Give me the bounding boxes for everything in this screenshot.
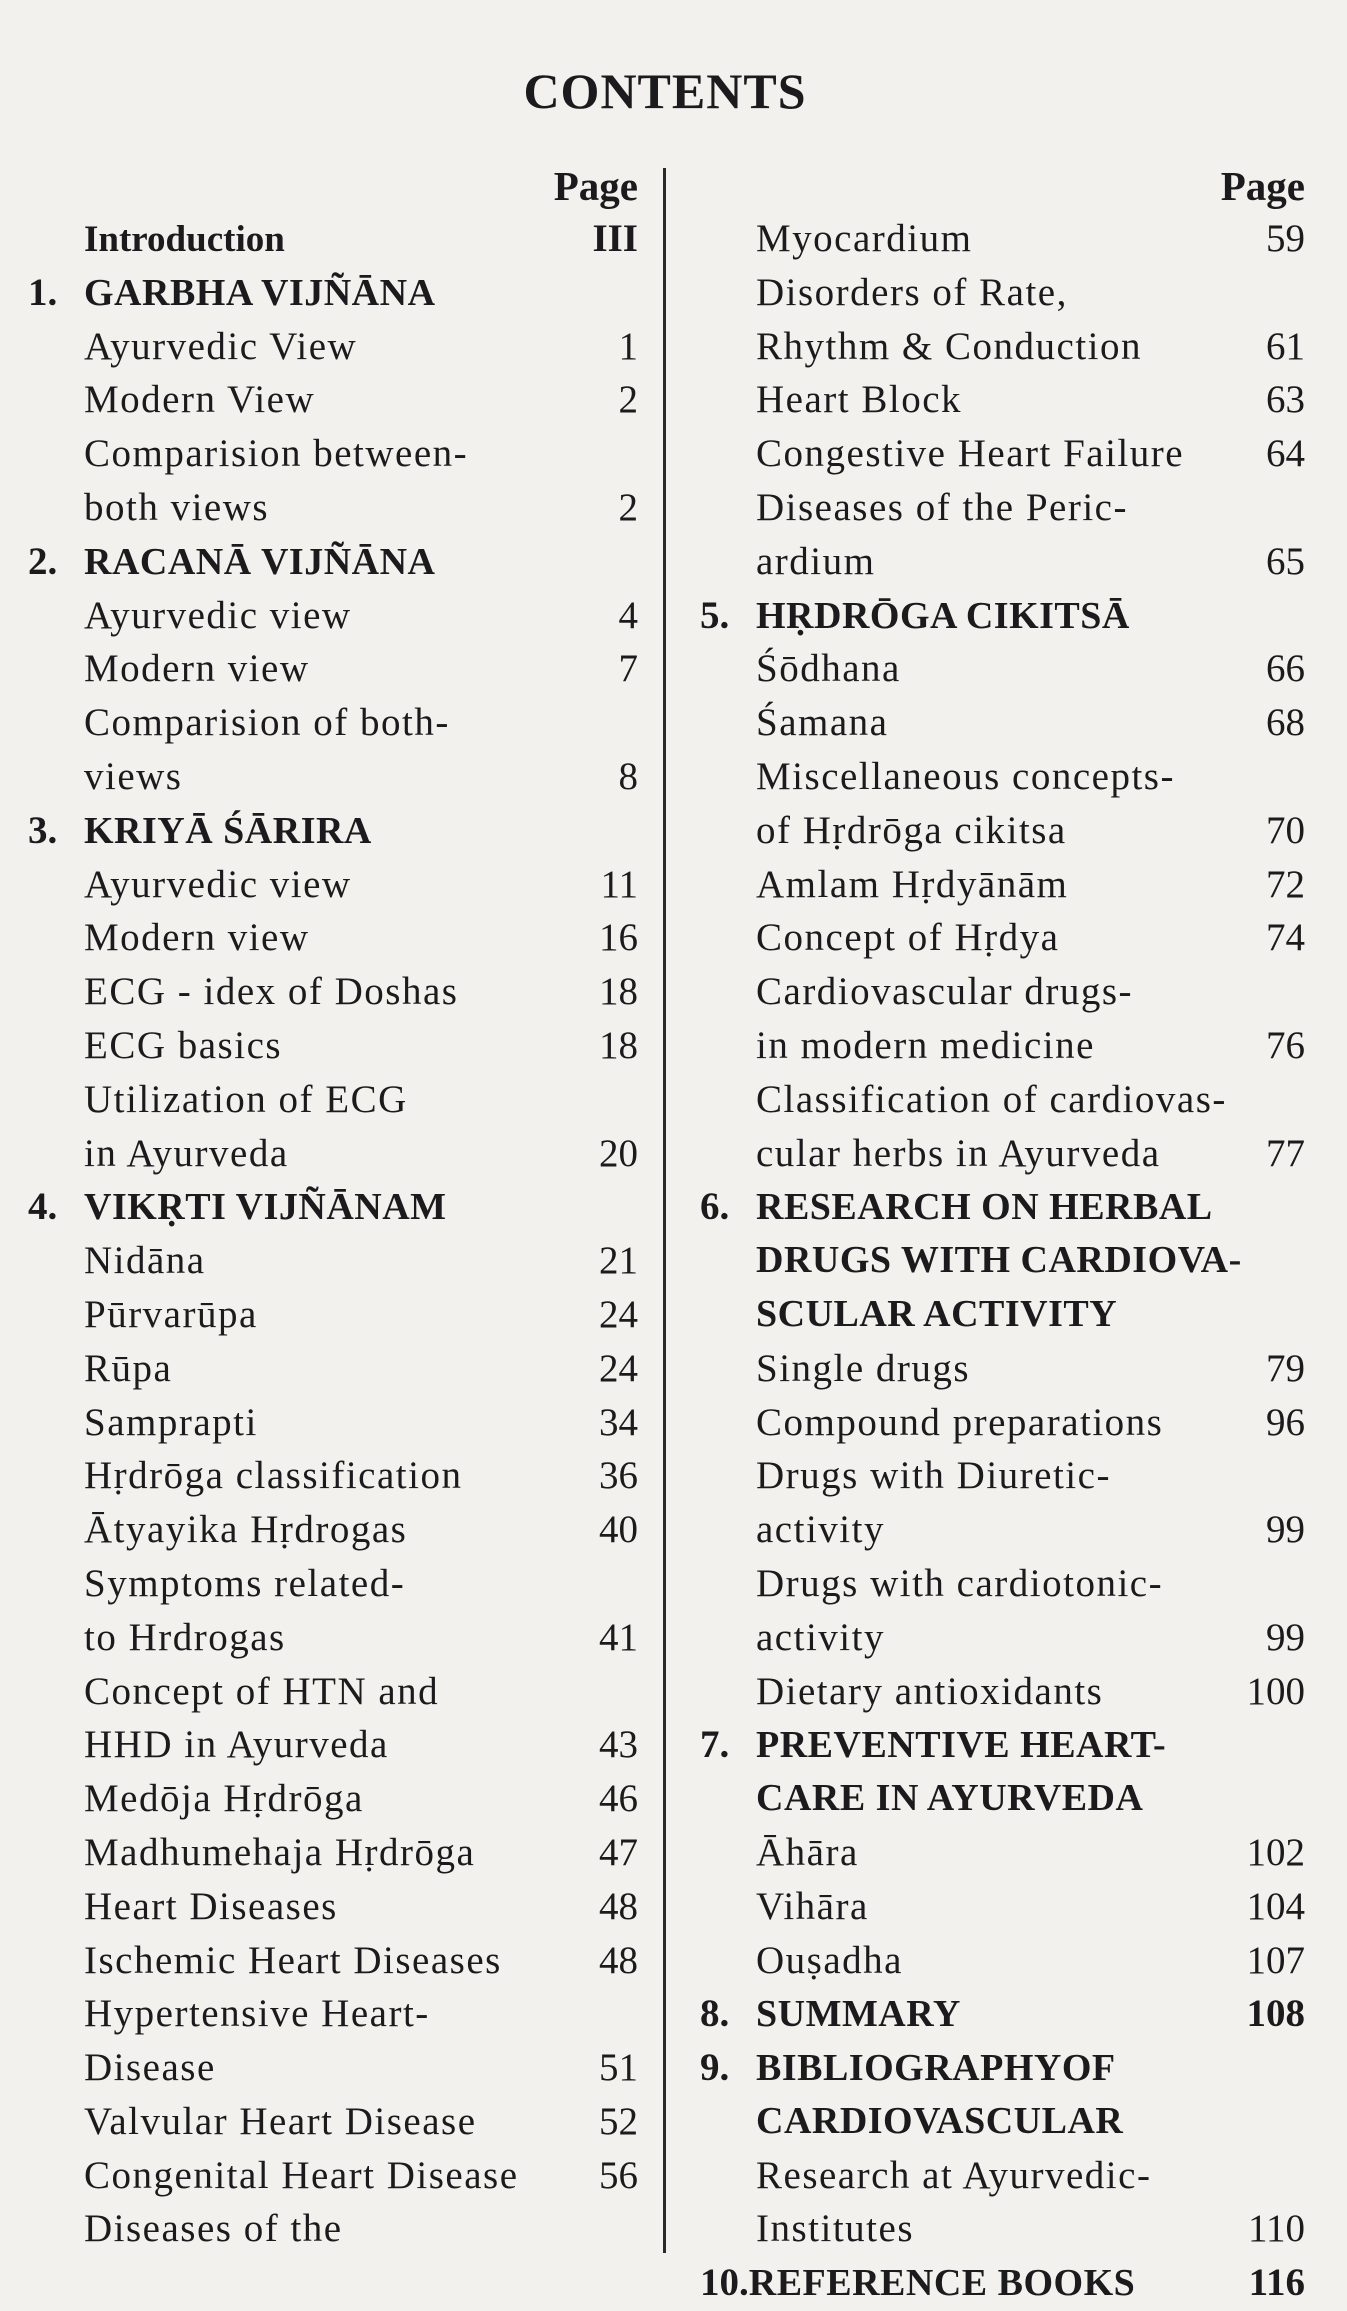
toc-entry-title: Comparision of both- — [84, 701, 450, 745]
toc-entry-page: 48 — [599, 1884, 638, 1928]
toc-entry-title: Diseases of the — [84, 2207, 343, 2251]
toc-entry-title: RESEARCH ON HERBAL — [756, 1186, 1213, 1229]
toc-entry — [28, 1718, 638, 1772]
toc-entry-title: DRUGS WITH CARDIOVA- — [756, 1239, 1242, 1282]
toc-entry-title: ardium — [756, 539, 876, 583]
toc-entry — [700, 266, 1305, 320]
toc-entry — [28, 1772, 638, 1826]
toc-entry-page: 110 — [1247, 2207, 1305, 2251]
toc-entry — [700, 696, 1305, 750]
toc-entry-page: 34 — [599, 1400, 638, 1444]
toc-entry — [700, 1234, 1305, 1288]
toc-entry-page: 7 — [618, 647, 638, 691]
toc-entry-page: 11 — [600, 862, 638, 906]
toc-entry-title: Research at Ayurvedic- — [756, 2153, 1152, 2197]
toc-entry-title: activity — [756, 1508, 885, 1552]
toc-entry-title: Concept of Hṛdya — [756, 916, 1060, 960]
toc-entry-title: Amlam Hṛdyānām — [756, 862, 1069, 906]
toc-entry — [28, 642, 638, 696]
toc-entry — [28, 2095, 638, 2149]
toc-entry-title: KRIYĀ ŚĀRIRA — [84, 809, 372, 852]
toc-entry-page: 36 — [599, 1454, 638, 1498]
toc-entry-title: Śōdhana — [756, 647, 901, 691]
toc-entry — [28, 696, 638, 750]
toc-entry — [28, 965, 638, 1019]
toc-entry-page: 76 — [1266, 1023, 1305, 1067]
toc-entry-title: REFERENCE BOOKS — [748, 2262, 1136, 2305]
toc-entry-page: 18 — [599, 1023, 638, 1067]
toc-entry-number: 10. — [700, 2261, 749, 2305]
toc-entry — [700, 965, 1305, 1019]
toc-entry — [700, 1449, 1305, 1503]
toc-entry — [28, 373, 638, 427]
toc-entry — [700, 1772, 1305, 1826]
toc-entry-title: Compound preparations — [756, 1400, 1164, 1444]
toc-entry-page: 99 — [1266, 1615, 1305, 1659]
toc-entry-page: 74 — [1266, 916, 1305, 960]
toc-entry — [28, 2149, 638, 2203]
toc-entry-page: 70 — [1266, 808, 1305, 852]
column-divider — [663, 168, 666, 2253]
toc-entry-page: 61 — [1266, 324, 1305, 368]
toc-entry — [700, 589, 1305, 643]
toc-entry-title: Concept of HTN and — [84, 1669, 440, 1713]
toc-entry-title: Drugs with Diuretic- — [756, 1454, 1111, 1498]
toc-entry-title: Cardiovascular drugs- — [756, 970, 1133, 1014]
toc-entry-title: Madhumehaja Hṛdrōga — [84, 1830, 476, 1874]
toc-entry — [28, 1127, 638, 1181]
toc-entry-page: 63 — [1266, 378, 1305, 422]
toc-entry-page: 21 — [599, 1239, 638, 1283]
toc-entry-page: 8 — [618, 754, 638, 798]
toc-entry-page: 100 — [1246, 1669, 1305, 1713]
toc-entry — [700, 1826, 1305, 1880]
toc-entry-title: in modern medicine — [756, 1023, 1095, 1067]
toc-entry-title: Diseases of the Peric- — [756, 485, 1128, 529]
toc-entry-page: 16 — [599, 916, 638, 960]
toc-entry — [700, 481, 1305, 535]
toc-entry-title: Ātyayika Hṛdrogas — [84, 1508, 408, 1552]
toc-entry-number: 9. — [700, 2046, 730, 2090]
toc-entry — [28, 589, 638, 643]
toc-entry — [28, 804, 638, 858]
toc-entry-title: views — [84, 754, 183, 798]
toc-entry — [28, 1934, 638, 1988]
toc-entry-title: VIKṚTI VIJÑĀNAM — [84, 1186, 447, 1229]
toc-entry — [700, 1880, 1305, 1934]
toc-entry — [28, 1557, 638, 1611]
toc-entry-title: of Hṛdrōga cikitsa — [756, 808, 1067, 852]
toc-entry-title: Ayurvedic View — [84, 324, 358, 368]
toc-entry — [28, 212, 638, 266]
toc-entry-title: Institutes — [756, 2207, 914, 2251]
toc-entry-title: SUMMARY — [756, 1993, 961, 2036]
toc-entry-page: 48 — [599, 1938, 638, 1982]
toc-entry-page: 18 — [599, 970, 638, 1014]
toc-entry-title: Utilization of ECG — [84, 1077, 408, 1121]
toc-entry-title: Ischemic Heart Diseases — [84, 1938, 502, 1982]
toc-entry-page: 65 — [1266, 539, 1305, 583]
toc-entry-number: 4. — [28, 1185, 58, 1229]
toc-entry-title: Nidāna — [84, 1239, 206, 1283]
toc-entry-number: 6. — [700, 1185, 730, 1229]
toc-entry-number: 2. — [28, 539, 58, 583]
toc-entry — [700, 2202, 1305, 2256]
toc-entry-page: 2 — [618, 378, 638, 422]
toc-entry-page: III — [592, 217, 638, 260]
toc-left-list — [28, 212, 638, 2256]
toc-entry-title: SCULAR ACTIVITY — [756, 1292, 1118, 1335]
toc-entry-page: 102 — [1246, 1830, 1305, 1874]
toc-entry — [700, 1019, 1305, 1073]
toc-entry — [28, 427, 638, 481]
toc-entry — [700, 750, 1305, 804]
toc-entry-page: 79 — [1266, 1346, 1305, 1390]
toc-entry-title: Pūrvarūpa — [84, 1292, 258, 1336]
toc-entry-page: 107 — [1246, 1938, 1305, 1982]
toc-entry-page: 1 — [618, 324, 638, 368]
toc-entry — [28, 535, 638, 589]
toc-entry-title: Modern view — [84, 647, 310, 691]
toc-entry — [28, 1880, 638, 1934]
toc-entry — [28, 1611, 638, 1665]
page-column-header-left: Page — [553, 163, 638, 209]
toc-entry-page: 56 — [599, 2153, 638, 2197]
toc-entry — [700, 1396, 1305, 1450]
toc-entry-title: activity — [756, 1615, 885, 1659]
toc-entry — [700, 2095, 1305, 2149]
toc-entry-number: 8. — [700, 1992, 730, 2036]
page-title: CONTENTS — [523, 63, 807, 119]
toc-entry — [28, 1503, 638, 1557]
toc-entry — [700, 1127, 1305, 1181]
toc-entry-page: 47 — [599, 1830, 638, 1874]
toc-entry — [28, 2202, 638, 2256]
toc-entry-title: Drugs with cardiotonic- — [756, 1561, 1164, 1605]
toc-entry-title: ECG basics — [84, 1023, 283, 1067]
toc-entry-title: Medōja Hṛdrōga — [84, 1777, 364, 1821]
toc-entry — [28, 1073, 638, 1127]
toc-entry-title: Miscellaneous concepts- — [756, 754, 1175, 798]
toc-entry-number: 3. — [28, 808, 58, 852]
toc-entry-title: Samprapti — [84, 1400, 258, 1444]
toc-entry — [700, 1180, 1305, 1234]
toc-left-column — [28, 160, 638, 2256]
toc-entry-title: PREVENTIVE HEART- — [756, 1724, 1167, 1767]
toc-entry-title: HṚDRŌGA CIKITSĀ — [756, 594, 1130, 637]
toc-entry-page: 20 — [599, 1131, 638, 1175]
toc-entry — [700, 858, 1305, 912]
toc-entry-title: Congestive Heart Failure — [756, 432, 1185, 476]
toc-entry-title: to Hrdrogas — [84, 1615, 286, 1659]
toc-entry-page: 66 — [1266, 647, 1305, 691]
toc-entry-title: Symptoms related- — [84, 1561, 406, 1605]
toc-entry-page: 52 — [599, 2099, 638, 2143]
toc-entry — [700, 1611, 1305, 1665]
page-column-header-right: Page — [1220, 163, 1305, 209]
toc-entry-title: Ouṣadha — [756, 1938, 903, 1982]
toc-entry-number: 5. — [700, 593, 730, 637]
toc-entry-title: Classification of cardiovas- — [756, 1077, 1227, 1121]
toc-entry — [700, 1288, 1305, 1342]
toc-entry — [28, 1449, 638, 1503]
toc-entry-page: 59 — [1266, 217, 1305, 260]
toc-entry — [700, 804, 1305, 858]
toc-entry — [700, 1073, 1305, 1127]
toc-entry-title: Hṛdrōga classification — [84, 1454, 463, 1498]
toc-entry — [700, 535, 1305, 589]
toc-entry — [700, 1503, 1305, 1557]
toc-entry-page: 24 — [599, 1292, 638, 1336]
toc-entry — [28, 1396, 638, 1450]
toc-right-list — [700, 212, 1305, 2310]
toc-entry — [700, 1987, 1305, 2041]
toc-entry-title: both views — [84, 485, 270, 529]
toc-entry-title: Rhythm & Conduction — [756, 324, 1143, 368]
toc-entry-title: Āhāra — [756, 1830, 859, 1874]
toc-entry-title: HHD in Ayurveda — [84, 1723, 389, 1767]
toc-entry-page: 51 — [599, 2046, 638, 2090]
toc-entry-title: Ayurvedic view — [84, 862, 352, 906]
toc-entry-title: RACANĀ VIJÑĀNA — [84, 540, 436, 583]
toc-entry — [28, 750, 638, 804]
toc-entry-title: BIBLIOGRAPHYOF — [756, 2047, 1116, 2090]
toc-entry-page: 116 — [1248, 2261, 1305, 2305]
toc-entry — [700, 373, 1305, 427]
toc-entry-page: 72 — [1266, 862, 1305, 906]
toc-entry-title: Disorders of Rate, — [756, 270, 1068, 314]
toc-entry-title: CARDIOVASCULAR — [756, 2099, 1124, 2142]
toc-entry-number: 1. — [28, 270, 58, 314]
toc-entry-page: 41 — [599, 1615, 638, 1659]
toc-entry-title: Heart Diseases — [84, 1884, 338, 1928]
toc-entry — [700, 2256, 1305, 2310]
toc-entry — [700, 642, 1305, 696]
toc-entry-title: Introduction — [84, 219, 285, 260]
toc-right-column — [700, 160, 1305, 2310]
toc-entry-page: 64 — [1266, 432, 1305, 476]
toc-entry — [700, 1557, 1305, 1611]
toc-entry — [28, 1288, 638, 1342]
toc-entry — [28, 858, 638, 912]
toc-entry-title: Disease — [84, 2046, 216, 2090]
toc-entry-title: cular herbs in Ayurveda — [756, 1131, 1161, 1175]
toc-entry — [28, 481, 638, 535]
toc-entry — [28, 1234, 638, 1288]
toc-entry-page: 99 — [1266, 1508, 1305, 1552]
toc-entry-title: Valvular Heart Disease — [84, 2099, 477, 2143]
toc-entry — [700, 1718, 1305, 1772]
toc-entry-title: GARBHA VIJÑĀNA — [84, 271, 436, 314]
toc-entry — [28, 1826, 638, 1880]
toc-entry — [700, 911, 1305, 965]
toc-entry-page: 2 — [618, 485, 638, 529]
toc-entry — [700, 2149, 1305, 2203]
toc-entry — [28, 2041, 638, 2095]
toc-entry — [700, 1934, 1305, 1988]
toc-entry — [700, 427, 1305, 481]
toc-entry-title: Ayurvedic view — [84, 593, 352, 637]
toc-entry — [700, 2041, 1305, 2095]
toc-entry — [700, 212, 1305, 266]
toc-entry — [28, 266, 638, 320]
toc-entry-page: 68 — [1266, 701, 1305, 745]
toc-entry — [700, 1342, 1305, 1396]
toc-entry-page: 46 — [599, 1777, 638, 1821]
toc-entry-title: Rūpa — [84, 1346, 173, 1390]
toc-entry-title: Modern View — [84, 378, 316, 422]
toc-entry-page: 24 — [599, 1346, 638, 1390]
toc-entry — [28, 1987, 638, 2041]
toc-entry-title: ECG - idex of Doshas — [84, 970, 459, 1014]
toc-entry-title: Myocardium — [756, 217, 973, 260]
toc-entry — [700, 320, 1305, 374]
toc-entry-title: in Ayurveda — [84, 1131, 289, 1175]
toc-entry — [28, 1342, 638, 1396]
toc-entry — [28, 320, 638, 374]
toc-entry — [28, 1019, 638, 1073]
toc-entry-title: CARE IN AYURVEDA — [756, 1777, 1144, 1820]
toc-entry-title: Congenital Heart Disease — [84, 2153, 519, 2197]
toc-entry-page: 40 — [599, 1508, 638, 1552]
toc-entry-title: Modern view — [84, 916, 310, 960]
toc-entry — [28, 911, 638, 965]
toc-entry-page: 104 — [1246, 1884, 1305, 1928]
toc-entry — [28, 1665, 638, 1719]
toc-entry — [28, 1180, 638, 1234]
toc-entry — [700, 1665, 1305, 1719]
toc-entry-number: 7. — [700, 1723, 730, 1767]
toc-entry-title: Hypertensive Heart- — [84, 1992, 430, 2036]
toc-entry-title: Dietary antioxidants — [756, 1669, 1104, 1713]
toc-entry-page: 108 — [1246, 1992, 1305, 2036]
toc-entry-title: Single drugs — [756, 1346, 971, 1390]
toc-entry-page: 96 — [1266, 1400, 1305, 1444]
toc-entry-title: Heart Block — [756, 378, 963, 422]
toc-entry-page: 43 — [599, 1723, 638, 1767]
toc-entry-page: 77 — [1266, 1131, 1305, 1175]
toc-entry-title: Vihāra — [756, 1884, 869, 1928]
toc-entry-page: 4 — [618, 593, 638, 637]
toc-entry-title: Comparision between- — [84, 432, 469, 476]
toc-entry-title: Śamana — [756, 701, 889, 745]
